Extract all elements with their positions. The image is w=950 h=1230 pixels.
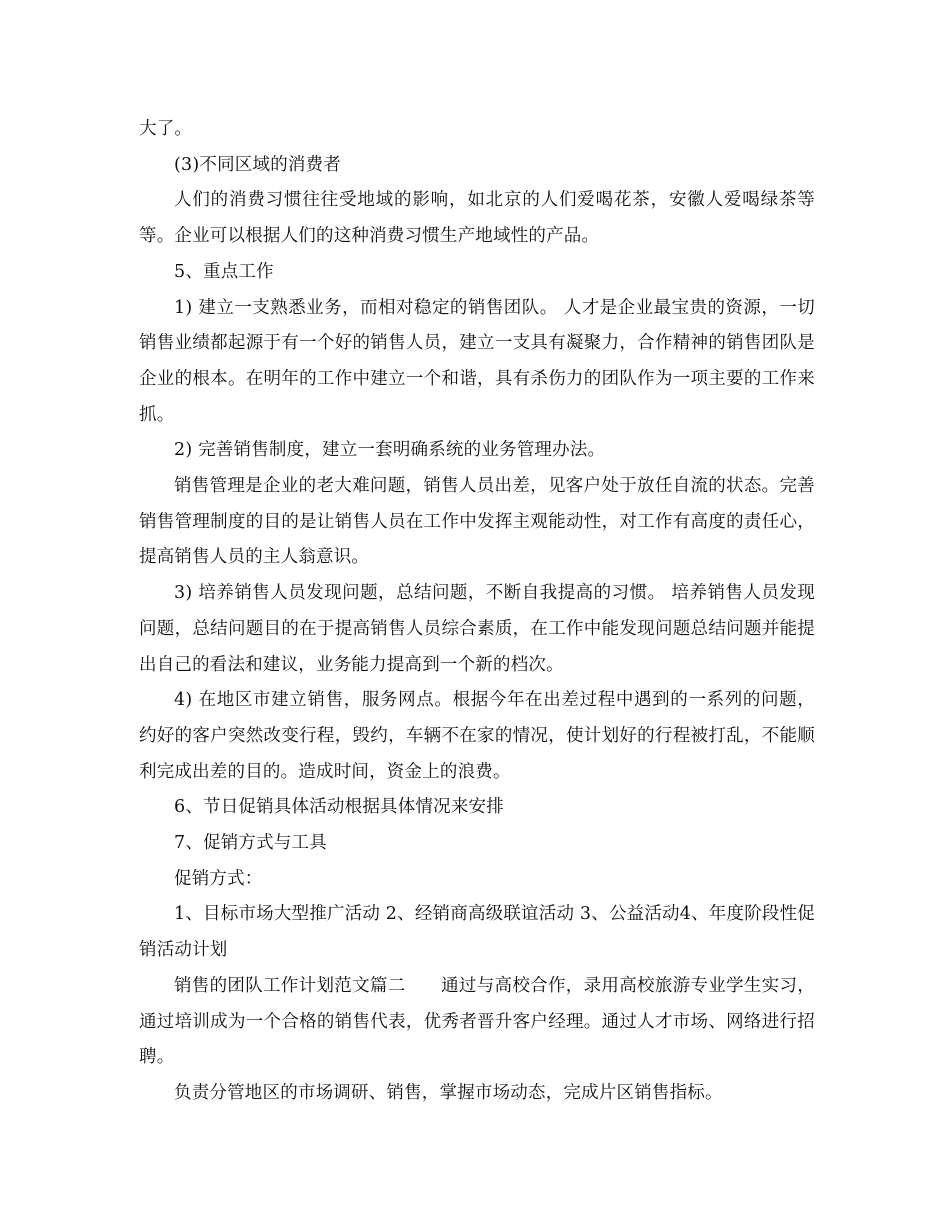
paragraph-holiday-promotion: 6、节日促销具体活动根据具体情况来安排: [174, 797, 504, 818]
paragraph-heading-regional-consumers: (3)不同区域的消费者: [174, 154, 341, 175]
paragraph-problem-solving: 3) 培养销售人员发现问题，总结问题，不断自我提高的习惯。 培养销售人员发现问题，总结问题目的在于提高销售人员综合素质，在工作中能发现问题总结问题并能提出自己的看法和建议，业务能力提高到一个新的档次。: [139, 583, 815, 675]
paragraph-regional-responsibility: 负责分管地区的市场调研、销售，掌握市场动态，完成片区销售指标。: [174, 1082, 723, 1103]
paragraph-regional-habits: 人们的消费习惯往往受地域的影响，如北京的人们爱喝花茶，安徽人爱喝绿茶等等。企业可以根据人们的这种消费习惯生产地域性的产品。: [139, 190, 815, 247]
paragraph-plan-part-two: 销售的团队工作计划范文篇二 通过与高校合作，录用高校旅游专业学生实习，通过培训成为一个合格的销售代表，优秀者晋升客户经理。通过人才市场、网络进行招聘。: [139, 975, 815, 1068]
paragraph-sales-management: 销售管理是企业的老大难问题，销售人员出差，见客户处于放任自流的状态。完善销售管理制度的目的是让销售人员在工作中发挥主观能动性，对工作有高度的责任心，提高销售人员的主人翁意识。: [139, 476, 815, 568]
paragraph-sales-system: 2) 完善销售制度，建立一套明确系统的业务管理办法。: [174, 440, 606, 461]
paragraph-heading-promotion-tools: 7、促销方式与工具: [174, 833, 327, 854]
paragraph-heading-key-work: 5、重点工作: [174, 261, 274, 282]
document-body: [139, 112, 815, 1112]
paragraph-promotion-list: 1、目标市场大型推广活动 2、经销商高级联谊活动 3、公益活动4、年度阶段性促销活动计划: [139, 904, 815, 961]
paragraph-sales-team: 1) 建立一支熟悉业务，而相对稳定的销售团队。 人才是企业最宝贵的资源，一切销售业绩都起源于有一个好的销售人员，建立一支具有凝聚力，合作精神的销售团队是企业的根本。在明年的工作中建立一个和谐，具有杀伤力的团队作为一项主要的工作来抓。: [139, 297, 815, 425]
paragraph-promotion-methods-label: 促销方式：: [174, 868, 263, 889]
paragraph-continuation: 大了。: [139, 119, 193, 139]
paragraph-service-network: 4) 在地区市建立销售，服务网点。根据今年在出差过程中遇到的一系列的问题，约好的客户突然改变行程，毁约，车辆不在家的情况，使计划好的行程被打乱，不能顺利完成出差的目的。造成时间，资金上的浪费。: [139, 690, 815, 782]
